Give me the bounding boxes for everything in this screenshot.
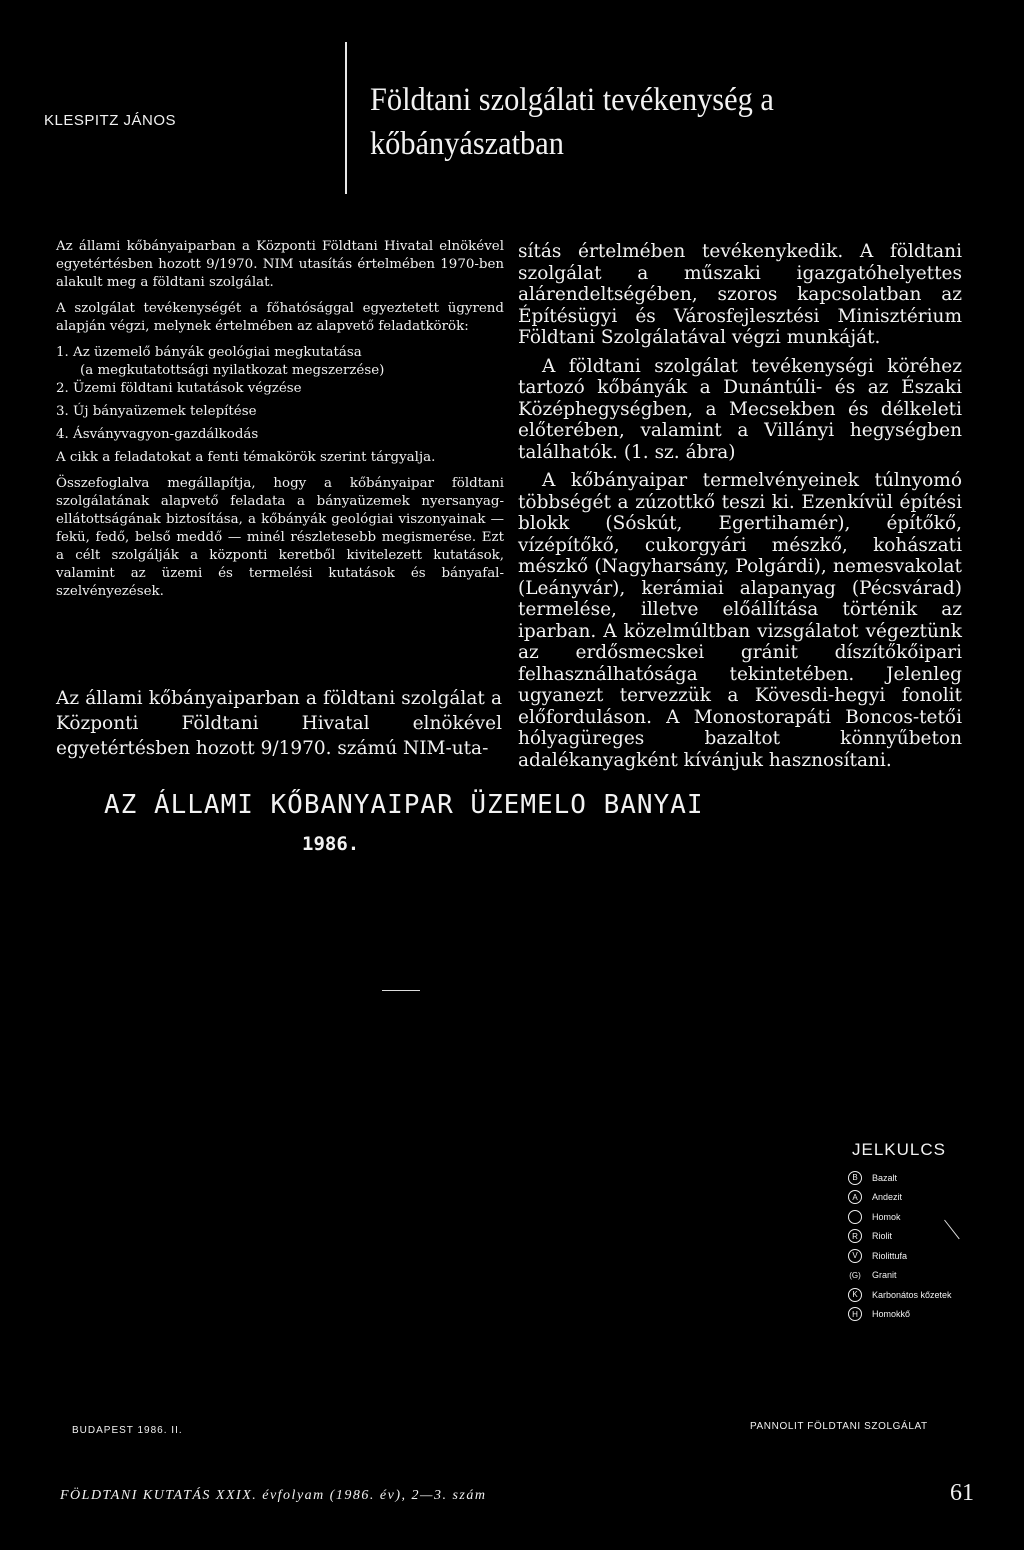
task-item-3: 3. Új bányaüzemek telepítése (56, 404, 257, 419)
body-paragraph-3: A kőbányaipar termelvényeinek túlnyomó többségét a zúzottkő teszi ki. Ezenkívül építési blokk (Sóskút, Egertihamér), építőkő, vízépítőkő, cukorgyári mészkő, kohászati mészkő (Nagyharsány, Polgárdi), nemesvakolat (Leányvár), kerámiai alapanyag (Pécsvárad) termelése, illetve előállítása történik az iparban. A közelmúltban vizsgálatot végeztünk az erdősmecskei gránit díszítőkőipari felhasználhatósága tekintetében. Jelenleg ugyanezt tervezzük a Kövesdi-hegyi fonolit előforduláson. A Monostorapáti Boncos-tetői hólyagüreges bazaltot könnyűbeton adalékanyagként kívánjuk hasznosítani. (518, 470, 962, 771)
legend-row (848, 1188, 952, 1208)
body-paragraph-1: sítás értelmében tevékenykedik. A földtani szolgálat a műszaki igazgatóhelyettes alárendeltségében, szoros kapcsolatban az Építésügyi és Városfejlesztési Minisztérium Földtani Szolgálatával végzi munkáját. (518, 241, 962, 348)
legend-label: Karbonátos kőzetek (872, 1289, 952, 1300)
legend-label: Bazalt (872, 1172, 898, 1183)
legend-symbol-icon: R (848, 1229, 862, 1243)
legend-label: Granit (872, 1270, 897, 1281)
legend-row (848, 1285, 952, 1305)
task-item-1: 1. Az üzemelő bányák geológiai megkutatása (56, 345, 362, 360)
abstract-paragraph-1: Az állami kőbányaiparban a Központi Földtani Hivatal elnökével egyetértésben hozott 9/1970. NIM utasítás értelmében 1970-ben alakult meg a földtani szolgálat. (56, 239, 504, 290)
legend-label: Homokkő (872, 1309, 911, 1320)
legend-title: JELKULCS (852, 1140, 946, 1159)
article-title (370, 78, 922, 166)
legend-symbol-icon: K (848, 1288, 862, 1302)
legend-row (848, 1227, 952, 1247)
map-footer-left: BUDAPEST 1986. II. (72, 1425, 183, 1436)
legend-row (848, 1266, 952, 1286)
map-dash-mark (382, 990, 420, 991)
page-number: 61 (950, 1480, 974, 1506)
map-year: 1986. (302, 833, 360, 855)
task-item-1-note: (a megkutatottsági nyilatkozat megszerzése) (80, 363, 385, 378)
map-legend (848, 1168, 952, 1324)
title-line-2: kőbányászatban (370, 126, 564, 162)
abstract-paragraph-2: A szolgálat tevékenységét a főhatósággal egyeztetett ügyrend alapján végzi, melynek értelmében az alapvető feladatkörök: (56, 301, 504, 334)
legend-row (848, 1305, 952, 1325)
legend-label: Homok (872, 1211, 901, 1222)
lead-paragraph: Az állami kőbányaiparban a földtani szolgálat a Központi Földtani Hivatal elnökével egyetértésben hozott 9/1970. számú NIM-uta- (56, 688, 502, 759)
legend-row (848, 1246, 952, 1266)
map-footer-right: PANNOLIT FÖLDTANI SZOLGÁLAT (750, 1421, 928, 1432)
journal-citation: FÖLDTANI KUTATÁS XXIX. évfolyam (1986. év), 2—3. szám (60, 1488, 487, 1503)
abstract-paragraph-4: Összefoglalva megállapítja, hogy a kőbányaipar földtani szolgálatának alapvető feladata a bányaüzemek nyersanyag-ellátottságának biztosítása, a kőbányák geológiai viszonyainak — fekü, fedő, belső meddő — minél részletesebb megismerése. Ezt a célt szolgálják a központi keretből kivitelezett kutatások, valamint az üzemi és termelési kutatások és bányafal-szelvényezések. (56, 476, 504, 599)
legend-symbol-icon: A (848, 1190, 862, 1204)
legend-symbol-icon (848, 1210, 862, 1224)
legend-symbol-icon: H (848, 1307, 862, 1321)
legend-symbol-icon: (G) (849, 1270, 861, 1280)
body-column (518, 241, 962, 771)
legend-row (848, 1168, 952, 1188)
legend-row (848, 1207, 952, 1227)
legend-label: Andezit (872, 1192, 903, 1203)
author-name: KLESPITZ JÁNOS (44, 112, 177, 129)
map-title: AZ ÁLLAMI KŐBANYAIPAR ÜZEMELO BANYAI (104, 790, 704, 820)
body-paragraph-2: A földtani szolgálat tevékenységi köréhez tartozó kőbányák a Dunántúli- és az Északi Középhegységben, a Mecsekben és délkeleti előterében, valamint a Villányi hegységben találhatók. (1. sz. ábra) (518, 355, 962, 463)
task-item-4: 4. Ásványvagyon-gazdálkodás (56, 427, 259, 442)
title-line-1: Földtani szolgálati tevékenység a (370, 82, 774, 118)
header-divider (345, 42, 347, 194)
legend-symbol-icon: B (848, 1171, 862, 1185)
legend-label: Riolit (872, 1231, 893, 1242)
task-item-2: 2. Üzemi földtani kutatások végzése (56, 381, 302, 396)
abstract-column (56, 238, 504, 601)
legend-label: Riolittufa (872, 1250, 908, 1261)
legend-symbol-icon: V (848, 1249, 862, 1263)
abstract-paragraph-3: A cikk a feladatokat a fenti témakörök szerint tárgyalja. (56, 450, 436, 465)
